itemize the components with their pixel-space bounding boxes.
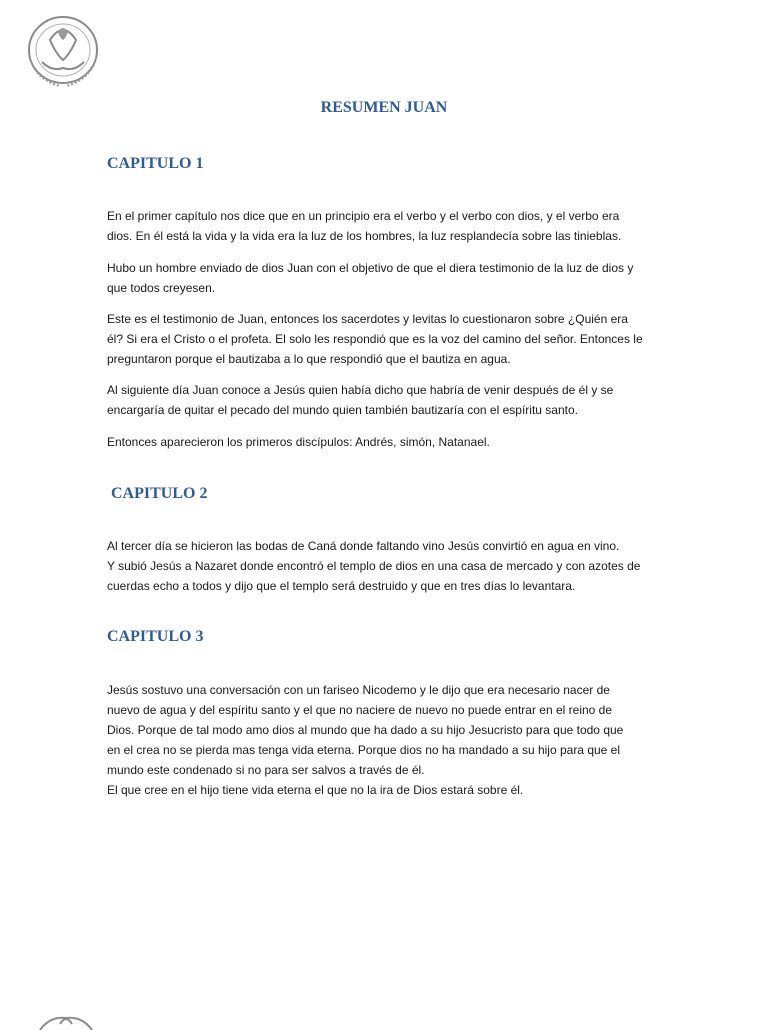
text-line: Dios. Porque de tal modo amo dios al mundo que ha dado a su hijo Jesucristo para que todo que xyxy=(107,723,624,737)
chapter-2-heading: CAPITULO 2 xyxy=(111,485,208,502)
text-line: nuevo de agua y del espíritu santo y el que no naciere de nuevo no puede entrar en el reino de xyxy=(107,703,613,717)
text-line: Este es el testimonio de Juan, entonces los sacerdotes y levitas lo cuestionaron sobre ¿Quién era xyxy=(107,312,628,326)
text-line: El que cree en el hijo tiene vida eterna el que no la ira de Dios estará sobre él. xyxy=(107,783,524,797)
text-line: mundo este condenado si no para ser salvos a través de él. xyxy=(107,763,425,777)
chapter-1-heading: CAPITULO 1 xyxy=(107,155,204,172)
text-line: dios. En él está la vida y la vida era la luz de los hombres, la luz resplandecía sobre las tinieblas. xyxy=(107,229,622,243)
emblem-icon xyxy=(36,1010,96,1030)
text-line: encargaría de quitar el pecado del mundo quien también bautizaría con el espíritu santo. xyxy=(107,403,578,417)
chapter-1-paragraph-2 xyxy=(107,258,667,298)
chapter-3-paragraph-1 xyxy=(107,680,667,800)
text-line: él? Si era el Cristo o el profeta. El solo les respondió que es la voz del camino del señor. Entonces le xyxy=(107,332,643,346)
text-line: preguntaron porque el bautizaba a lo que respondió que el bautiza en agua. xyxy=(107,352,511,366)
text-line: Entonces aparecieron los primeros discípulos: Andrés, simón, Natanael. xyxy=(107,435,490,449)
chapter-1-paragraph-3 xyxy=(107,309,667,369)
chapter-2-paragraph-1 xyxy=(107,536,667,596)
chapter-1-paragraph-5 xyxy=(107,432,667,452)
chapter-1-paragraph-4 xyxy=(107,380,667,420)
text-line: Jesús sostuvo una conversación con un fariseo Nicodemo y le dijo que era necesario nacer de xyxy=(107,683,610,697)
emblem-icon xyxy=(22,10,104,90)
text-line: cuerdas echo a todos y dijo que el templo será destruido y que en tres días lo levantara. xyxy=(107,579,576,593)
text-line: Al tercer día se hicieron las bodas de Caná donde faltando vino Jesús convirtió en agua en vino. xyxy=(107,539,620,553)
text-line: Y subió Jesús a Nazaret donde encontró el templo de dios en una casa de mercado y con azotes de xyxy=(107,559,641,573)
text-line: Hubo un hombre enviado de dios Juan con el objetivo de que el diera testimonio de la luz de dios y xyxy=(107,261,634,275)
text-line: que todos creyesen. xyxy=(107,281,216,295)
chapter-3-heading: CAPITULO 3 xyxy=(107,628,204,645)
text-line: En el primer capítulo nos dice que en un principio era el verbo y el verbo con dios, y el verbo era xyxy=(107,209,620,223)
text-line: en el crea no se pierda mas tenga vida eterna. Porque dios no ha mandado a su hijo para que el xyxy=(107,743,621,757)
chapter-1-paragraph-1 xyxy=(107,206,667,246)
page-title: RESUMEN JUAN xyxy=(320,99,448,116)
text-line: Al siguiente día Juan conoce a Jesús quien había dicho que habría de venir después de él y se xyxy=(107,383,614,397)
